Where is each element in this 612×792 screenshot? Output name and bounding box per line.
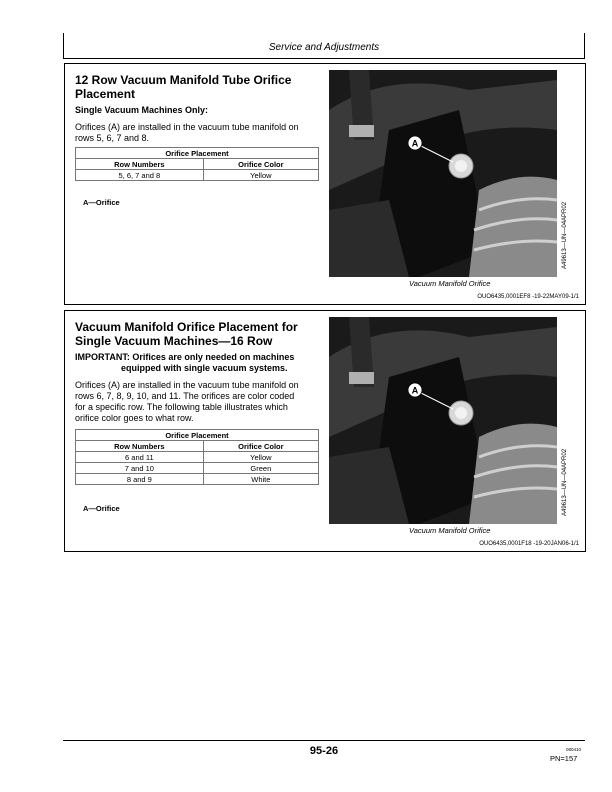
body-line: for a specific row. The following table illustrates which [75, 402, 288, 412]
body-line: orifice color goes to what row. [75, 413, 194, 423]
page-number: 95-26 [309, 745, 339, 757]
table-cell: White [203, 474, 318, 485]
table-cell: Yellow [203, 452, 318, 463]
body-line: rows 6, 7, 8, 9, 10, and 11. The orifices are color coded [75, 391, 295, 401]
section-16-row-orifice [64, 310, 586, 552]
section-body [75, 380, 320, 424]
photo-side-code: A49613—UN—04APR02 [562, 201, 568, 269]
body-line: rows 5, 6, 7 and 8. [75, 133, 150, 143]
body-line: Orifices (A) are installed in the vacuum tube manifold on [75, 122, 299, 132]
important-note-line2: equipped with single vacuum systems. [121, 363, 288, 373]
section-subtitle: Single Vacuum Machines Only: [75, 105, 209, 115]
section-title-line1: Vacuum Manifold Orifice Placement for [75, 320, 298, 334]
table-row [76, 463, 319, 474]
photo-illustration [329, 317, 557, 524]
footer-rule [63, 740, 585, 741]
figure-legend: A—Orifice [83, 198, 120, 207]
reference-code: OUO6435,0001F18 -19-20JAN06-1/1 [479, 541, 579, 547]
footer-pn: PN=157 [550, 754, 578, 763]
table-header-orifice-color: Orifice Color [203, 159, 318, 170]
table-cell: 6 and 11 [76, 452, 204, 463]
table-cell: Yellow [203, 170, 318, 181]
section-title-line2: Single Vacuum Machines—16 Row [75, 334, 273, 348]
footer-small-code: 080410 [566, 747, 582, 752]
photo-caption: Vacuum Manifold Orifice [409, 279, 491, 288]
page-header-title: Service and Adjustments [268, 42, 380, 53]
table-cell: 7 and 10 [76, 463, 204, 474]
table-cell: 8 and 9 [76, 474, 204, 485]
vacuum-manifold-photo [329, 70, 557, 277]
table-caption: Orifice Placement [76, 430, 319, 441]
orifice-table [75, 147, 319, 181]
vacuum-manifold-photo [329, 317, 557, 524]
table-cell: 5, 6, 7 and 8 [76, 170, 204, 181]
important-note-line1: IMPORTANT: Orifices are only needed on machines [75, 352, 295, 362]
photo-caption: Vacuum Manifold Orifice [409, 526, 491, 535]
section-body [75, 122, 320, 144]
photo-callout-label: A [411, 385, 419, 396]
body-line: Orifices (A) are installed in the vacuum tube manifold on [75, 380, 299, 390]
orifice-table [75, 429, 319, 485]
reference-code: OUO6435,0001EF8 -19-22MAY09-1/1 [477, 294, 579, 300]
figure-legend: A—Orifice [83, 504, 120, 513]
table-header-row-numbers: Row Numbers [76, 441, 204, 452]
photo-side-code: A49613—UN—04APR02 [562, 448, 568, 516]
table-row [76, 452, 319, 463]
table-caption: Orifice Placement [76, 148, 319, 159]
section-12-row-orifice [64, 63, 586, 305]
table-row [76, 170, 319, 181]
section-title-line1: 12 Row Vacuum Manifold Tube Orifice [75, 73, 292, 87]
table-row [76, 474, 319, 485]
photo-illustration [329, 70, 557, 277]
header-bottom-rule [63, 58, 585, 59]
table-cell: Green [203, 463, 318, 474]
table-header-orifice-color: Orifice Color [203, 441, 318, 452]
table-header-row-numbers: Row Numbers [76, 159, 204, 170]
photo-callout-label: A [411, 138, 419, 149]
section-title-line2: Placement [75, 87, 136, 101]
